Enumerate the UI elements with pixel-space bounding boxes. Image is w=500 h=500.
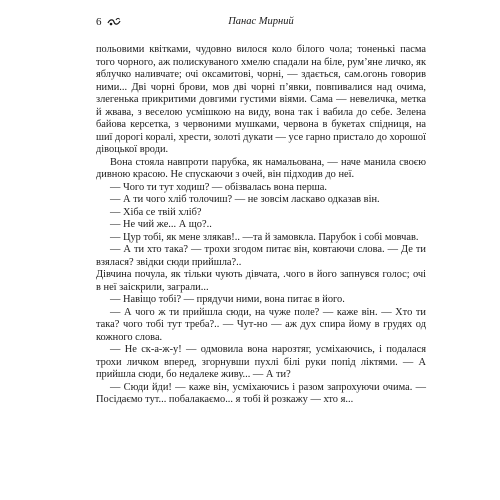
dialogue-line: — Сюди йди! — каже він, усміхаючись і разом запрохуючи очима. — Посідаємо тут... побалакаємо... я тобі й розкажу — хто я... (96, 381, 426, 405)
dialogue-line: — Чого ти тут ходиш? — обізвалась вона перша. (110, 181, 327, 193)
paragraph: Дівчина почула, як тільки чують дівчата, .чого в його запнувся голос; очі в неї заіскрили, заграли... (96, 269, 426, 293)
dialogue-line: — А ти чого хліб толочиш? — не зовсім ласкаво одказав він. (110, 194, 380, 205)
running-title: Панас Мирний (228, 16, 294, 27)
dialogue-line: — Не ск-а-ж-у! — одмовила вона нарозтяг, усміхаючись, і подалася трохи личком вперед, згорнувши пухлі білі руки попід ліктями. — А прийшла сюди, бо недалеке живу... — А ти? (96, 344, 426, 380)
dialogue-line: — Не чий же... А що?.. (110, 219, 212, 230)
dialogue-line: — Навіщо тобі? — прядучи ними, вона питає в його. (110, 294, 345, 305)
dialogue-line: — А чого ж ти прийшла сюди, на чуже поле? — каже він. — Хто ти така? чого тобі тут треба?.. — Чут-но — аж дух спира йому в грудях од кожного слова. (96, 306, 426, 343)
paragraph: Вона стояла навпроти парубка, як намальована, — наче манила своєю дивною красою. Не спускаючи з очей, він підходив до неї. (96, 156, 426, 180)
dialogue-line: — А ти хто така? — трохи згодом питає він, ковтаючи слова. — Де ти взялася? звідки сюди прийшла?.. (96, 244, 426, 268)
paragraph: польовими квітками, чудовно вилося коло білого чола; тоненькі пасма того чорного, аж полискуваного хмелю спадали на біле, рум’яне личко, як яблучко наливчате; очі оксамитові, чорні, — здається, сам.огонь говорив ними... Дві чорні брови, мов дві чорні п’явки, повпивалися над очима, злегенька прикритими довгими густими віями. Сама — невеличка, метка й жвава, з веселою усмішкою на виду, вона так і вабила до себе. Зелена байова керсетка, з червоними мушками, червона в букетах спідниця, на шиї дорогі коралі, хрести, золоті дукати — усе гарно пристало до хорошої дівоцької вроди. (96, 44, 426, 155)
page-header (96, 16, 426, 32)
dialogue-line: — Хіба се твій хліб? (110, 206, 202, 218)
dialogue-line: — Цур тобі, як мене злякав!.. —та й замовкла. Парубок і собі мовчав. (110, 231, 419, 243)
page-number: 6 (96, 16, 102, 28)
body-text (96, 44, 426, 407)
